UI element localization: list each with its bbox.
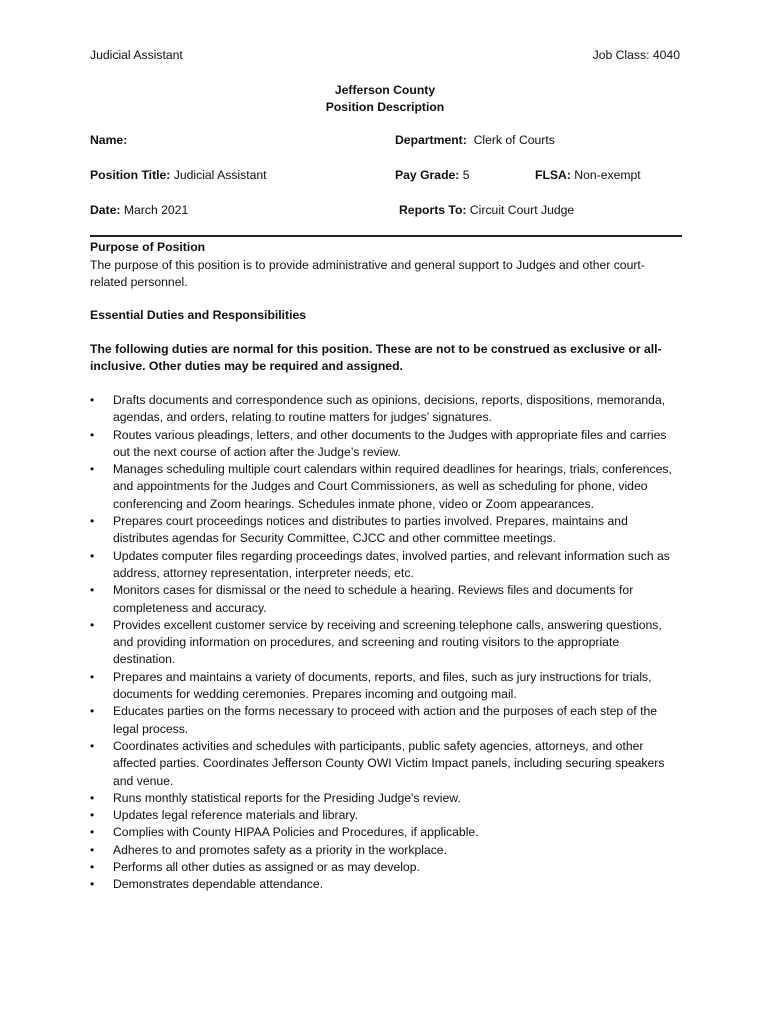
department-value: Clerk of Courts [473, 133, 555, 147]
pay-grade-label: Pay Grade: [395, 168, 460, 182]
list-item: • Drafts documents and correspondence such as opinions, decisions, reports, dispositions, memoranda, agendas, and orders, relating to routine matters for judges’ signatures. [90, 393, 666, 425]
flsa-value: Non-exempt [574, 168, 641, 182]
bullet-icon: • [90, 738, 95, 753]
bullet-icon: • [90, 583, 95, 598]
title-position-description: Position Description [325, 100, 445, 114]
header-left: Judicial Assistant [90, 48, 183, 62]
header-right: Job Class: 4040 [592, 48, 680, 62]
bullet-icon: • [90, 548, 95, 563]
purpose-text: The purpose of this position is to provide administrative and general support to Judges and other court-related personnel. [90, 258, 645, 290]
purpose-heading: Purpose of Position [90, 240, 206, 254]
bullet-icon: • [90, 669, 95, 684]
flsa-label: FLSA: [535, 168, 571, 182]
date-value: March 2021 [123, 203, 189, 217]
bullet-icon: • [90, 790, 95, 805]
title-county: Jefferson County [334, 83, 436, 97]
list-item: • Updates computer files regarding proceedings dates, involved parties, and relevant information such as address, attorney representation, interpreter needs, etc. [90, 548, 670, 580]
bullet-icon: • [90, 860, 95, 875]
list-item: • Prepares and maintains a variety of documents, reports, and files, such as jury instructions for trials, documents for wedding ceremonies. Prepares incoming and outgoing mail. [90, 669, 652, 702]
bullet-icon: • [90, 393, 95, 407]
name-field [90, 132, 127, 149]
reports-to-label: Reports To: [399, 203, 467, 217]
position-title-label: Position Title: [90, 168, 171, 182]
bullet-icon: • [90, 427, 95, 442]
position-title-value: Judicial Assistant [173, 168, 267, 182]
list-item: • Complies with County HIPAA Policies and Procedures, if applicable. [90, 824, 680, 841]
list-item: • Manages scheduling multiple court calendars within required deadlines for hearings, trials, conferences, and appointments for the Judges and Court Commissioners, as well as scheduling for phone, video conferencing and Zoom hearings. Schedules inmate phone, video or Zoom appearances. [90, 462, 672, 511]
position-title-field [90, 167, 267, 184]
list-item: • Updates legal reference materials and library. [90, 807, 680, 824]
bullet-icon: • [90, 514, 95, 529]
pay-grade-value: 5 [462, 168, 470, 182]
reports-to-field [399, 202, 574, 219]
list-item: • Provides excellent customer service by receiving and screening telephone calls, answering questions, and providing information on procedures, and screening and routing visitors to the appropriate destination. [90, 617, 662, 667]
bullet-icon: • [90, 825, 95, 840]
reports-to-value: Circuit Court Judge [469, 203, 575, 217]
name-label: Name: [90, 133, 128, 147]
list-item: • Runs monthly statistical reports for the Presiding Judge's review. [90, 790, 680, 807]
department-field [395, 132, 555, 149]
bullet-icon: • [90, 842, 95, 857]
section-divider [90, 235, 682, 237]
list-item: • Performs all other duties as assigned or as may develop. [90, 859, 680, 876]
list-item: • Coordinates activities and schedules with participants, public safety agencies, attorneys, and other affected parties. Coordinates Jefferson County OWI Victim Impact panels, including securing speakers and venue. [90, 738, 665, 788]
pay-grade-field [395, 167, 470, 184]
list-item: • Educates parties on the forms necessary to proceed with action and the purposes of each step of the legal process. [90, 704, 658, 736]
bullet-icon: • [90, 462, 95, 477]
list-item: • Demonstrates dependable attendance. [90, 876, 680, 893]
date-label: Date: [90, 203, 121, 217]
flsa-field [535, 167, 641, 184]
list-item: • Routes various pleadings, letters, and other documents to the Judges with appropriate files and carries out the next course of action after the Judge’s review. [90, 427, 667, 459]
list-item: • Monitors cases for dismissal or the need to schedule a hearing. Reviews files and documents for completeness and accuracy. [90, 583, 634, 615]
duties-list [90, 392, 680, 894]
bullet-icon: • [90, 877, 95, 892]
list-item: • Prepares court proceedings notices and distributes to parties involved. Prepares, maintains and distributes agendas for Security Committee, CJCC and other committee meetings. [90, 514, 628, 546]
bullet-icon: • [90, 704, 95, 719]
date-field [90, 202, 188, 219]
duties-intro: The following duties are normal for this position. These are not to be construed as exclusive or all-inclusive. Other duties may be required and assigned. [90, 342, 662, 374]
bullet-icon: • [90, 808, 95, 823]
department-label: Department: [395, 133, 467, 147]
bullet-icon: • [90, 617, 95, 632]
list-item: • Adheres to and promotes safety as a priority in the workplace. [90, 842, 680, 859]
duties-heading: Essential Duties and Responsibilities [90, 308, 307, 322]
